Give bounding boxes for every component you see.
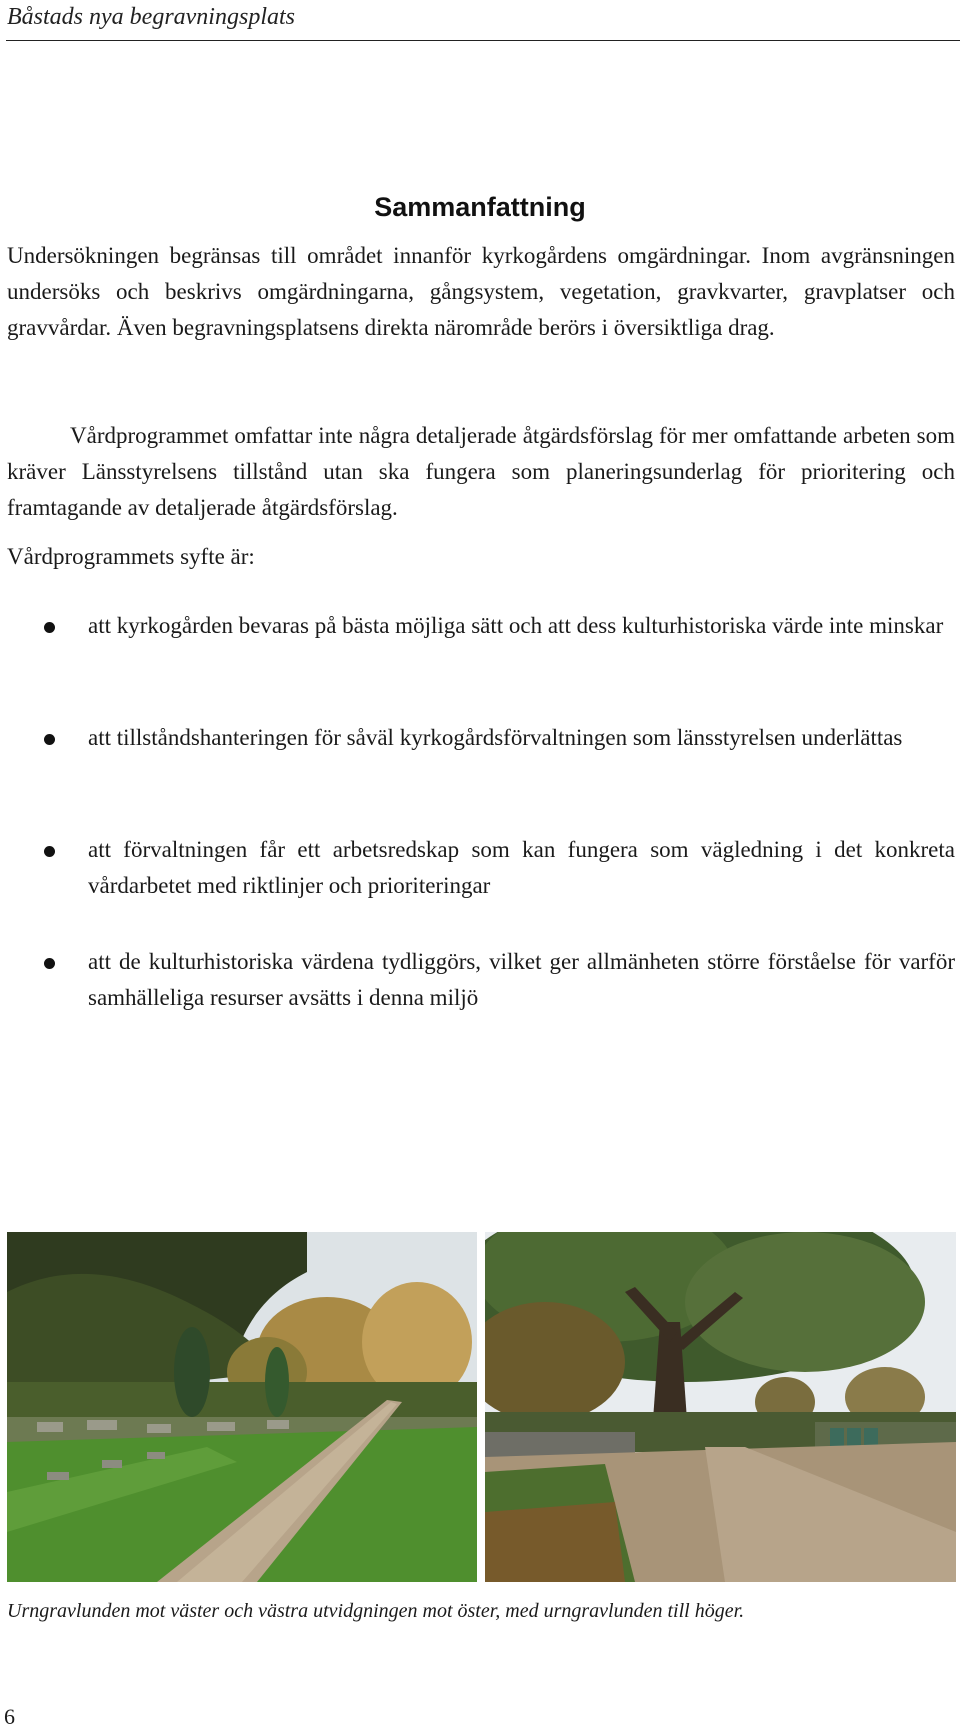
bullet-icon (44, 622, 55, 633)
paragraph-scope: Undersökningen begränsas till området innanför kyrkogårdens omgärdningar. Inom avgränsningen undersöks och beskrivs omgärdningarna, gångsystem, vegetation, gravkvarter, gravplatser och gravvårdar. Även begravningsplatsens direkta närområde berörs i översiktliga drag. (7, 243, 955, 340)
photo-western-extension-east (485, 1232, 956, 1582)
header-rule (6, 40, 960, 41)
bullet-icon (44, 958, 55, 969)
purpose-lead: Vårdprogrammets syfte är: (7, 544, 255, 569)
list-item-text: att förvaltningen får ett arbetsredskap som kan fungera som vägledning i det konkreta vårdarbetet med riktlinjer och prioriteringar (88, 837, 955, 898)
page-number: 6 (4, 1704, 15, 1729)
bullet-icon (44, 734, 55, 745)
section-title: Sammanfattning (374, 192, 586, 222)
photo-urn-grove-west (7, 1232, 477, 1582)
list-item-text: att kyrkogården bevaras på bästa möjliga sätt och att dess kulturhistoriska värde inte minskar (88, 613, 944, 638)
list-item-text: att tillståndshanteringen för såväl kyrkogårdsförvaltningen som länsstyrelsen underlättas (88, 725, 903, 750)
figure-caption: Urngravlunden mot väster och västra utvidgningen mot öster, med urngravlunden till höger. (7, 1600, 745, 1622)
list-item-text: att de kulturhistoriska värdena tydliggörs, vilket ger allmänheten större förståelse för varför samhälleliga resurser avsätts i denna miljö (88, 949, 955, 1010)
paragraph-program: Vårdprogrammet omfattar inte några detaljerade åtgärdsförslag för mer omfattande arbeten som kräver Länsstyrelsens tillstånd utan ska fungera som planeringsunderlag för prioritering och framtagande av detaljerade åtgärdsförslag. (7, 423, 955, 520)
bullet-icon (44, 846, 55, 857)
running-header: Båstads nya begravningsplats (7, 4, 295, 30)
